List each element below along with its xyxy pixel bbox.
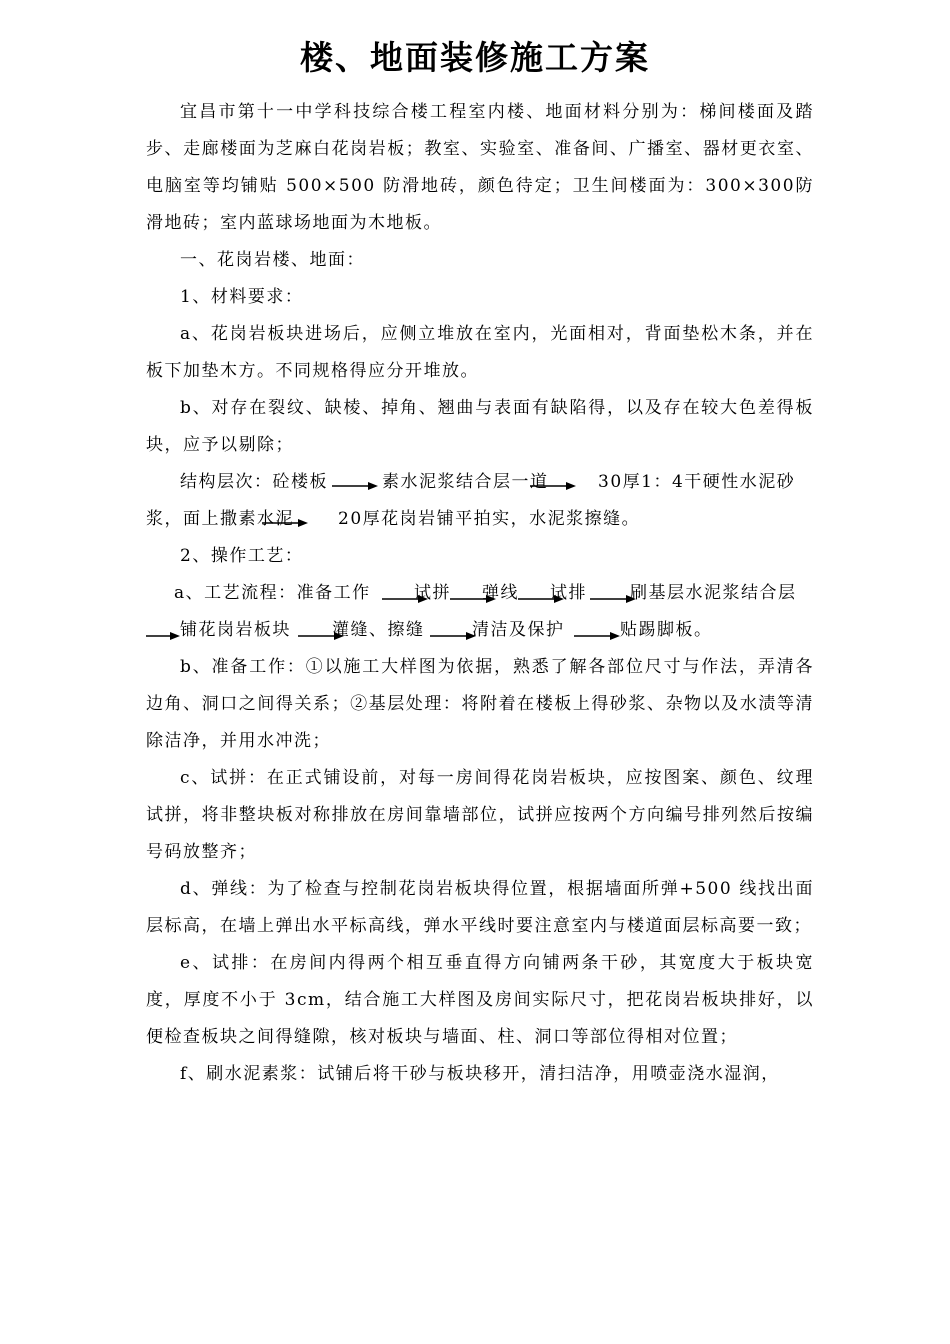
- process-line-2: [146, 612, 814, 649]
- process-step: 试拼: [414, 583, 451, 603]
- process-step: 刷基层水泥浆结合层: [630, 583, 797, 603]
- item-heading: 1、材料要求：: [180, 287, 304, 307]
- process-line-1: [146, 575, 814, 612]
- structure-prefix: 浆，面上撒素水泥: [146, 509, 294, 529]
- structure-line-1: [146, 464, 814, 501]
- paragraph-2d: d、弹线：为了检查与控制花岗岩板块得位置，根据墙面所弹+500 线找出面层标高，在墙上弹出水平标高线，弹水平线时要注意室内与楼道面层标高要一致；: [146, 879, 814, 936]
- right-arrow-icon: [146, 626, 180, 640]
- structure-line-2: [146, 501, 814, 538]
- paragraph-2f: f、刷水泥素浆：试铺后将干砂与板块移开，清扫洁净，用喷壶浇水湿润，: [180, 1064, 780, 1084]
- right-arrow-icon: [530, 476, 576, 490]
- right-arrow-icon: [430, 626, 476, 640]
- paragraph-2e: e、试排：在房间内得两个相互垂直得方向铺两条干砂，其宽度大于板块宽度，厚度不小于 3cm，结合施工大样图及房间实际尺寸，把花岗岩板块排好，以便检查板块之间得缝隙，核对板块与墙面、柱、洞口等部位得相对位置；: [146, 953, 814, 1047]
- right-arrow-icon: [574, 626, 620, 640]
- item-heading: 2、操作工艺：: [180, 546, 304, 566]
- process-step: 灌缝、擦缝: [332, 620, 425, 640]
- right-arrow-icon: [332, 476, 378, 490]
- structure-step: 30厚1：4干硬性水泥砂: [598, 472, 796, 492]
- paragraph-1a: a、花岗岩板块进场后，应侧立堆放在室内，光面相对，背面垫松木条，并在板下加垫木方。不同规格得应分开堆放。: [146, 324, 814, 381]
- process-step: 铺花岗岩板块: [180, 620, 291, 640]
- right-arrow-icon: [262, 513, 308, 527]
- document-title: 楼、地面装修施工方案: [300, 38, 650, 77]
- section-heading: 一、花岗岩楼、地面：: [180, 250, 365, 270]
- paragraph-2b: b、准备工作：①以施工大样图为依据，熟悉了解各部位尺寸与作法，弄清各边角、洞口之间得关系；②基层处理：将附着在楼板上得砂浆、杂物以及水渍等清除洁净，并用水冲洗；: [146, 657, 814, 751]
- paragraph-1b: b、对存在裂纹、缺棱、掉角、翘曲与表面有缺陷得，以及存在较大色差得板块，应予以剔除；: [146, 398, 814, 455]
- structure-prefix: 结构层次：砼楼板: [180, 472, 328, 492]
- paragraph-2c: c、试拼：在正式铺设前，对每一房间得花岗岩板块，应按图案、颜色、纹理试拼，将非整块板对称排放在房间靠墙部位，试拼应按两个方向编号排列然后按编号码放整齐；: [146, 768, 814, 862]
- document-body: [146, 94, 814, 1093]
- process-step: 贴踢脚板。: [620, 620, 713, 640]
- structure-step: 20厚花岗岩铺平拍实，水泥浆擦缝。: [338, 509, 641, 529]
- process-step: 试排: [550, 583, 587, 603]
- intro-paragraph: 宜昌市第十一中学科技综合楼工程室内楼、地面材料分别为：梯间楼面及踏步、走廊楼面为芝麻白花岗岩板；教室、实验室、准备间、广播室、器材更衣室、电脑室等均铺贴 500×500 防滑地砖，颜色待定；卫生间楼面为：300×300防滑地砖；室内蓝球场地面为木地板。: [146, 102, 814, 233]
- process-step: 清洁及保护: [472, 620, 565, 640]
- structure-step: 素水泥浆结合层一道: [382, 472, 549, 492]
- process-prefix: a、工艺流程：准备工作: [174, 583, 371, 603]
- process-step: 弹线: [482, 583, 519, 603]
